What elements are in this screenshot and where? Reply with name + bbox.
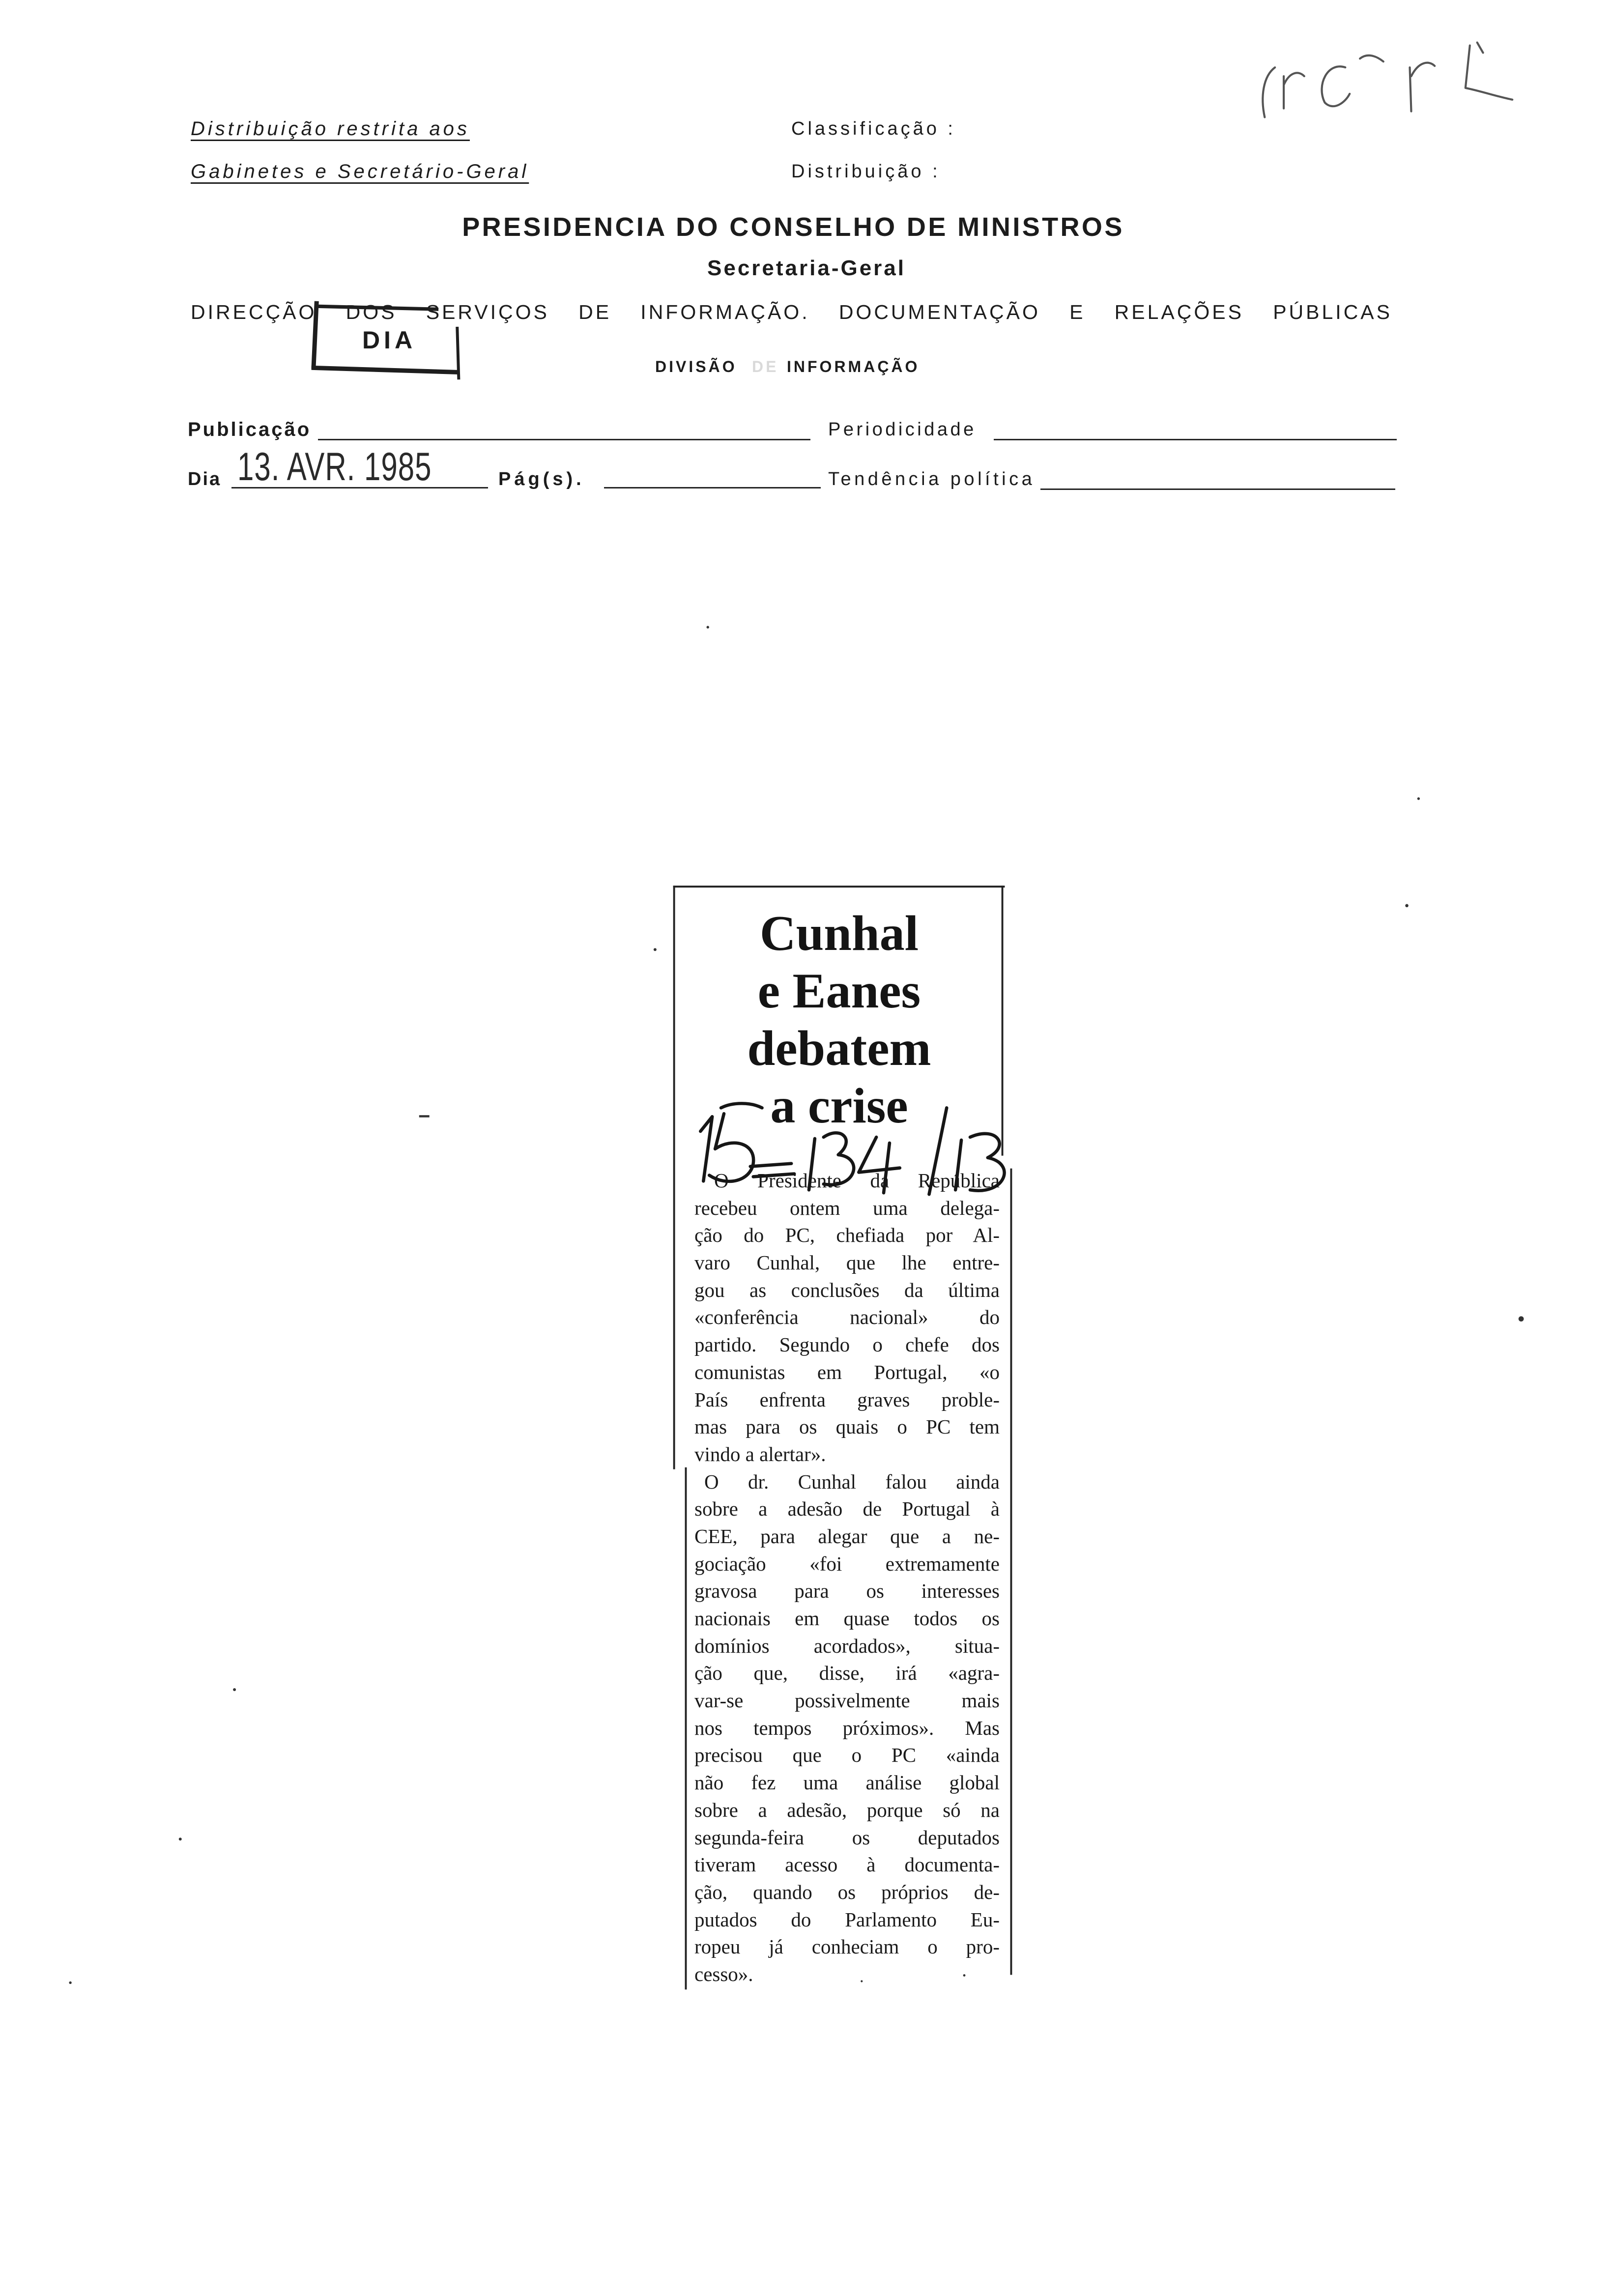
scan-speck (179, 1837, 182, 1840)
pages-field-line (604, 487, 821, 488)
body-line: nos tempos próximos». Mas (694, 1716, 1000, 1739)
scan-speck (1417, 797, 1420, 800)
handwriting-stroke (1284, 73, 1304, 108)
body-line: gociação «foi extremamente (694, 1552, 1000, 1575)
body-line: ropeu já conheciam o pro- (694, 1935, 1000, 1958)
directorate-title: DIRECÇÃO DOS SERVIÇOS DE INFORMAÇÃO. DOCUMENTAÇÃO E RELAÇÕES PÚBLICAS (191, 301, 1392, 323)
distribution-label: Distribuição : (791, 161, 941, 182)
body-line: partido. Segundo o chefe dos (694, 1333, 1000, 1356)
handwriting-stroke (1360, 56, 1383, 61)
body-line: var-se possivelmente mais (694, 1689, 1000, 1712)
body-line: País enfrenta graves proble- (694, 1388, 1000, 1411)
body-line: nacionais em quase todos os (694, 1607, 1000, 1630)
body-line: gou as conclusões da última (694, 1278, 1000, 1301)
scan-speck (419, 1115, 430, 1117)
division-word-1: DIVISÃO (655, 358, 737, 375)
classification-label: Classificação : (791, 118, 956, 139)
body-line: ção que, disse, irá «agra- (694, 1662, 1000, 1685)
headline-line: e Eanes (757, 963, 921, 1019)
handwritten-top-note (1263, 42, 1512, 117)
body-line: ção do PC, chefiada por Al- (694, 1224, 1000, 1247)
body-line: CEE, para alegar que a ne- (694, 1524, 1000, 1548)
body-line: precisou que o PC «ainda (694, 1744, 1000, 1767)
periodicity-field-line (994, 439, 1397, 440)
restricted-distribution-line-2: Gabinetes e Secretário-Geral (191, 161, 529, 182)
restricted-distribution-line-1: Distribuição restrita aos (191, 118, 470, 140)
body-line: segunda-feira os deputados (694, 1826, 1000, 1849)
day-label: Dia (188, 469, 222, 489)
paragraph (694, 1167, 1000, 1468)
political-tendency-label: Tendência política (828, 469, 1036, 489)
body-line: O dr. Cunhal falou ainda (704, 1470, 1000, 1493)
body-line: sobre a adesão de Portugal à (694, 1497, 1000, 1521)
clipping-headline (674, 905, 1004, 1135)
body-line: domínios acordados», situa- (694, 1634, 1000, 1657)
scan-speck (1519, 1316, 1524, 1321)
division-word-2: DE (752, 358, 779, 375)
body-line: cesso». (694, 1962, 753, 1985)
body-line: sobre a adesão, porque só na (694, 1798, 1000, 1821)
scan-speck (69, 1981, 71, 1984)
body-line: vindo a alertar». (694, 1442, 826, 1465)
handwriting-stroke (1263, 67, 1275, 117)
scan-speck (707, 626, 709, 629)
division-word-3: INFORMAÇÃO (787, 358, 920, 375)
handwriting-stroke (1466, 42, 1512, 99)
body-line: putados do Parlamento Eu- (694, 1908, 1000, 1931)
body-line: não fez uma análise global (694, 1771, 1000, 1794)
political-tendency-field-line (1040, 488, 1395, 490)
scan-speck (233, 1688, 236, 1691)
body-line: O Presidente da República (714, 1169, 1000, 1192)
dia-stamp-label: DIA (362, 326, 417, 354)
body-line: recebeu ontem uma delega- (694, 1196, 1000, 1219)
pages-label: Pág(s). (498, 469, 585, 489)
date-stamp: 13. AVR. 1985 (237, 444, 432, 489)
periodicity-label: Periodicidade (828, 419, 977, 440)
body-line: «conferência nacional» do (694, 1306, 1000, 1329)
body-line: varo Cunhal, que lhe entre- (694, 1251, 1000, 1274)
handwriting-stroke (1322, 66, 1350, 106)
paragraph (694, 1468, 1000, 1988)
stamp-frame-bottom (314, 368, 457, 372)
clipping-body (694, 1167, 1000, 1988)
body-line: tiveram acesso à documenta- (694, 1853, 1000, 1876)
handwriting-stroke (1410, 63, 1435, 112)
publication-label: Publicação (188, 419, 312, 440)
body-line: ção, quando os próprios de- (694, 1880, 1000, 1903)
headline-line: a crise (770, 1078, 908, 1134)
body-line: mas para os quais o PC tem (694, 1415, 1000, 1438)
body-line: gravosa para os interesses (694, 1579, 1000, 1603)
scan-speck (654, 948, 657, 951)
institution-title: PRESIDENCIA DO CONSELHO DE MINISTROS (462, 212, 1124, 242)
secretariat-title: Secretaria-Geral (707, 256, 906, 280)
body-line: comunistas em Portugal, «o (694, 1360, 1000, 1383)
headline-line: debatem (747, 1021, 931, 1076)
headline-line: Cunhal (759, 906, 919, 961)
scan-speck (1405, 904, 1409, 908)
publication-field-line (318, 439, 810, 440)
stamp-frame-right (457, 328, 459, 378)
